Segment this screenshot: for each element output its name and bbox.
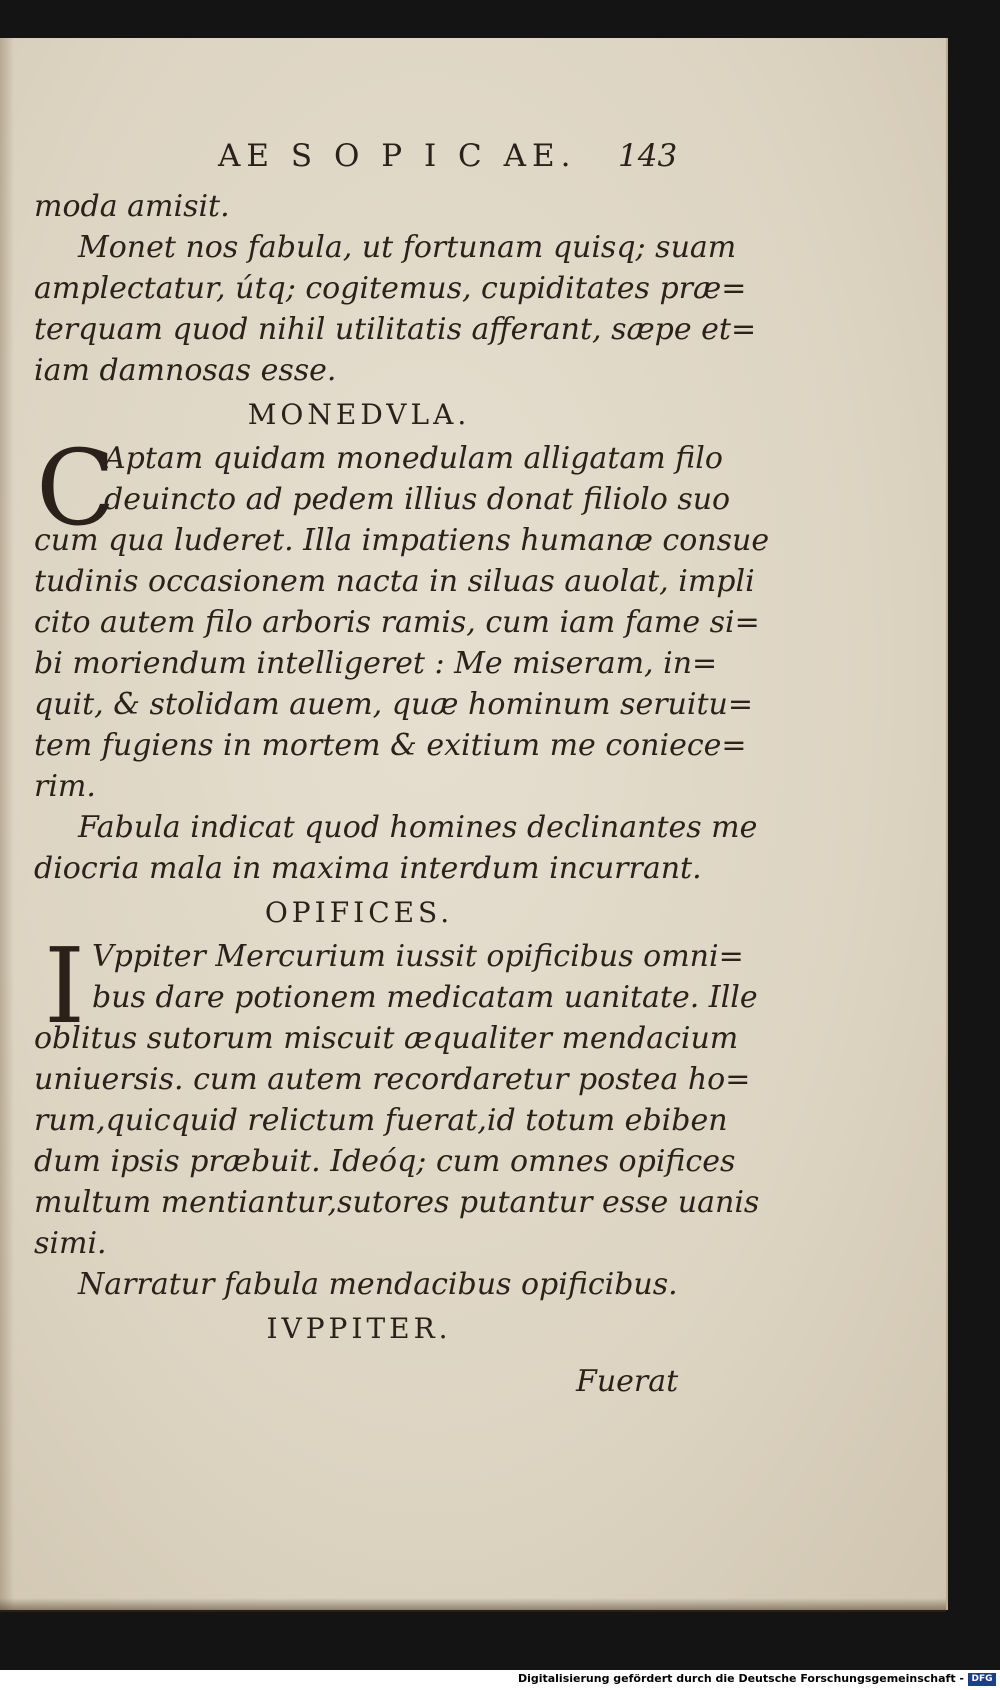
paragraph-fable-opifices (34, 925, 760, 1264)
text-line: moda amisit. (34, 189, 230, 224)
text-line: cito autem filo arboris ramis, cum iam fame si= (34, 605, 760, 640)
text-line: rum,quicquid relictum fuerat,id totum ebiben (34, 1103, 728, 1138)
text-line: quit, & stolidam auem, quæ hominum seruitu= (34, 687, 753, 722)
paragraph-fable-monedula (34, 427, 770, 807)
text-line: tudinis occasionem nacta in siluas auolat, impli (34, 564, 755, 599)
page-bottom-shadow (0, 1598, 946, 1612)
paragraph-moral-2 (34, 807, 758, 889)
text-line: deuinctо ad pedem illius donat filiolo suo (104, 482, 731, 517)
text-line: bi moriendum intelligeret : Me miseram, in= (34, 646, 718, 681)
text-line: uniuersis. cum autem recordaretur postea ho= (34, 1062, 751, 1097)
page-gutter-shadow (0, 38, 14, 1610)
fable-heading-opifices: OPIFICES. (264, 896, 454, 929)
text-line: Narratur fabula mendacibus opificibus. (78, 1267, 678, 1302)
text-line: Vppiter Mercurium iussit opificibus omni= (92, 939, 744, 974)
funding-credit: Digitalisierung gefördert durch die Deutsche Forschungsgemeinschaft - (517, 1672, 964, 1685)
text-line: rim. (34, 769, 96, 804)
text-line: dum ipsis præbuit. Ideóq; cum omnes opifices (34, 1144, 736, 1179)
text-line: simi. (34, 1226, 107, 1261)
running-head: AE S O P I C AE. (218, 138, 577, 174)
text-line: Aptam quidam monedulam alligatam filo (104, 441, 723, 476)
drop-capital: I (44, 925, 86, 1047)
paragraph-moral-3 (34, 1264, 684, 1305)
text-line: terquam quod nihil utilitatis afferant, sæpe et= (34, 312, 757, 347)
paragraph-moral-1 (34, 186, 757, 391)
fable-heading-iuppiter: IVPPITER. (266, 1312, 452, 1345)
text-line: Monet nos fabula, ut fortunam quisq; suam (78, 230, 737, 265)
text-line: oblitus sutorum miscuit æqualiter mendacium (34, 1021, 739, 1056)
text-line: Fabula indicat quod homines declinantes me (78, 810, 758, 845)
drop-capital: C (36, 427, 116, 549)
text-line: multum mentiantur,sutores putantur esse uanis (34, 1185, 760, 1220)
digitization-footer (0, 1670, 1000, 1690)
text-line: amplectatur, útq; cogitemus, cupiditates præ= (34, 271, 747, 306)
text-line: bus dare potionem medicatam uanitate. Ille (92, 980, 758, 1015)
text-block (34, 186, 770, 1352)
fable-heading-monedula: MONEDVLA. (247, 398, 471, 431)
text-line: cum qua luderet. Illa impatiens humanæ consue (34, 523, 770, 558)
page-number: 143 (618, 138, 678, 174)
text-line: tem fugiens in mortem & exitium me coniece= (34, 728, 747, 763)
catchword: Fuerat (576, 1364, 679, 1399)
text-line: diocria mala in maxima interdum incurrant. (34, 851, 702, 886)
dfg-logo: DFG (968, 1673, 996, 1686)
text-line: iam damnosas esse. (34, 353, 337, 388)
